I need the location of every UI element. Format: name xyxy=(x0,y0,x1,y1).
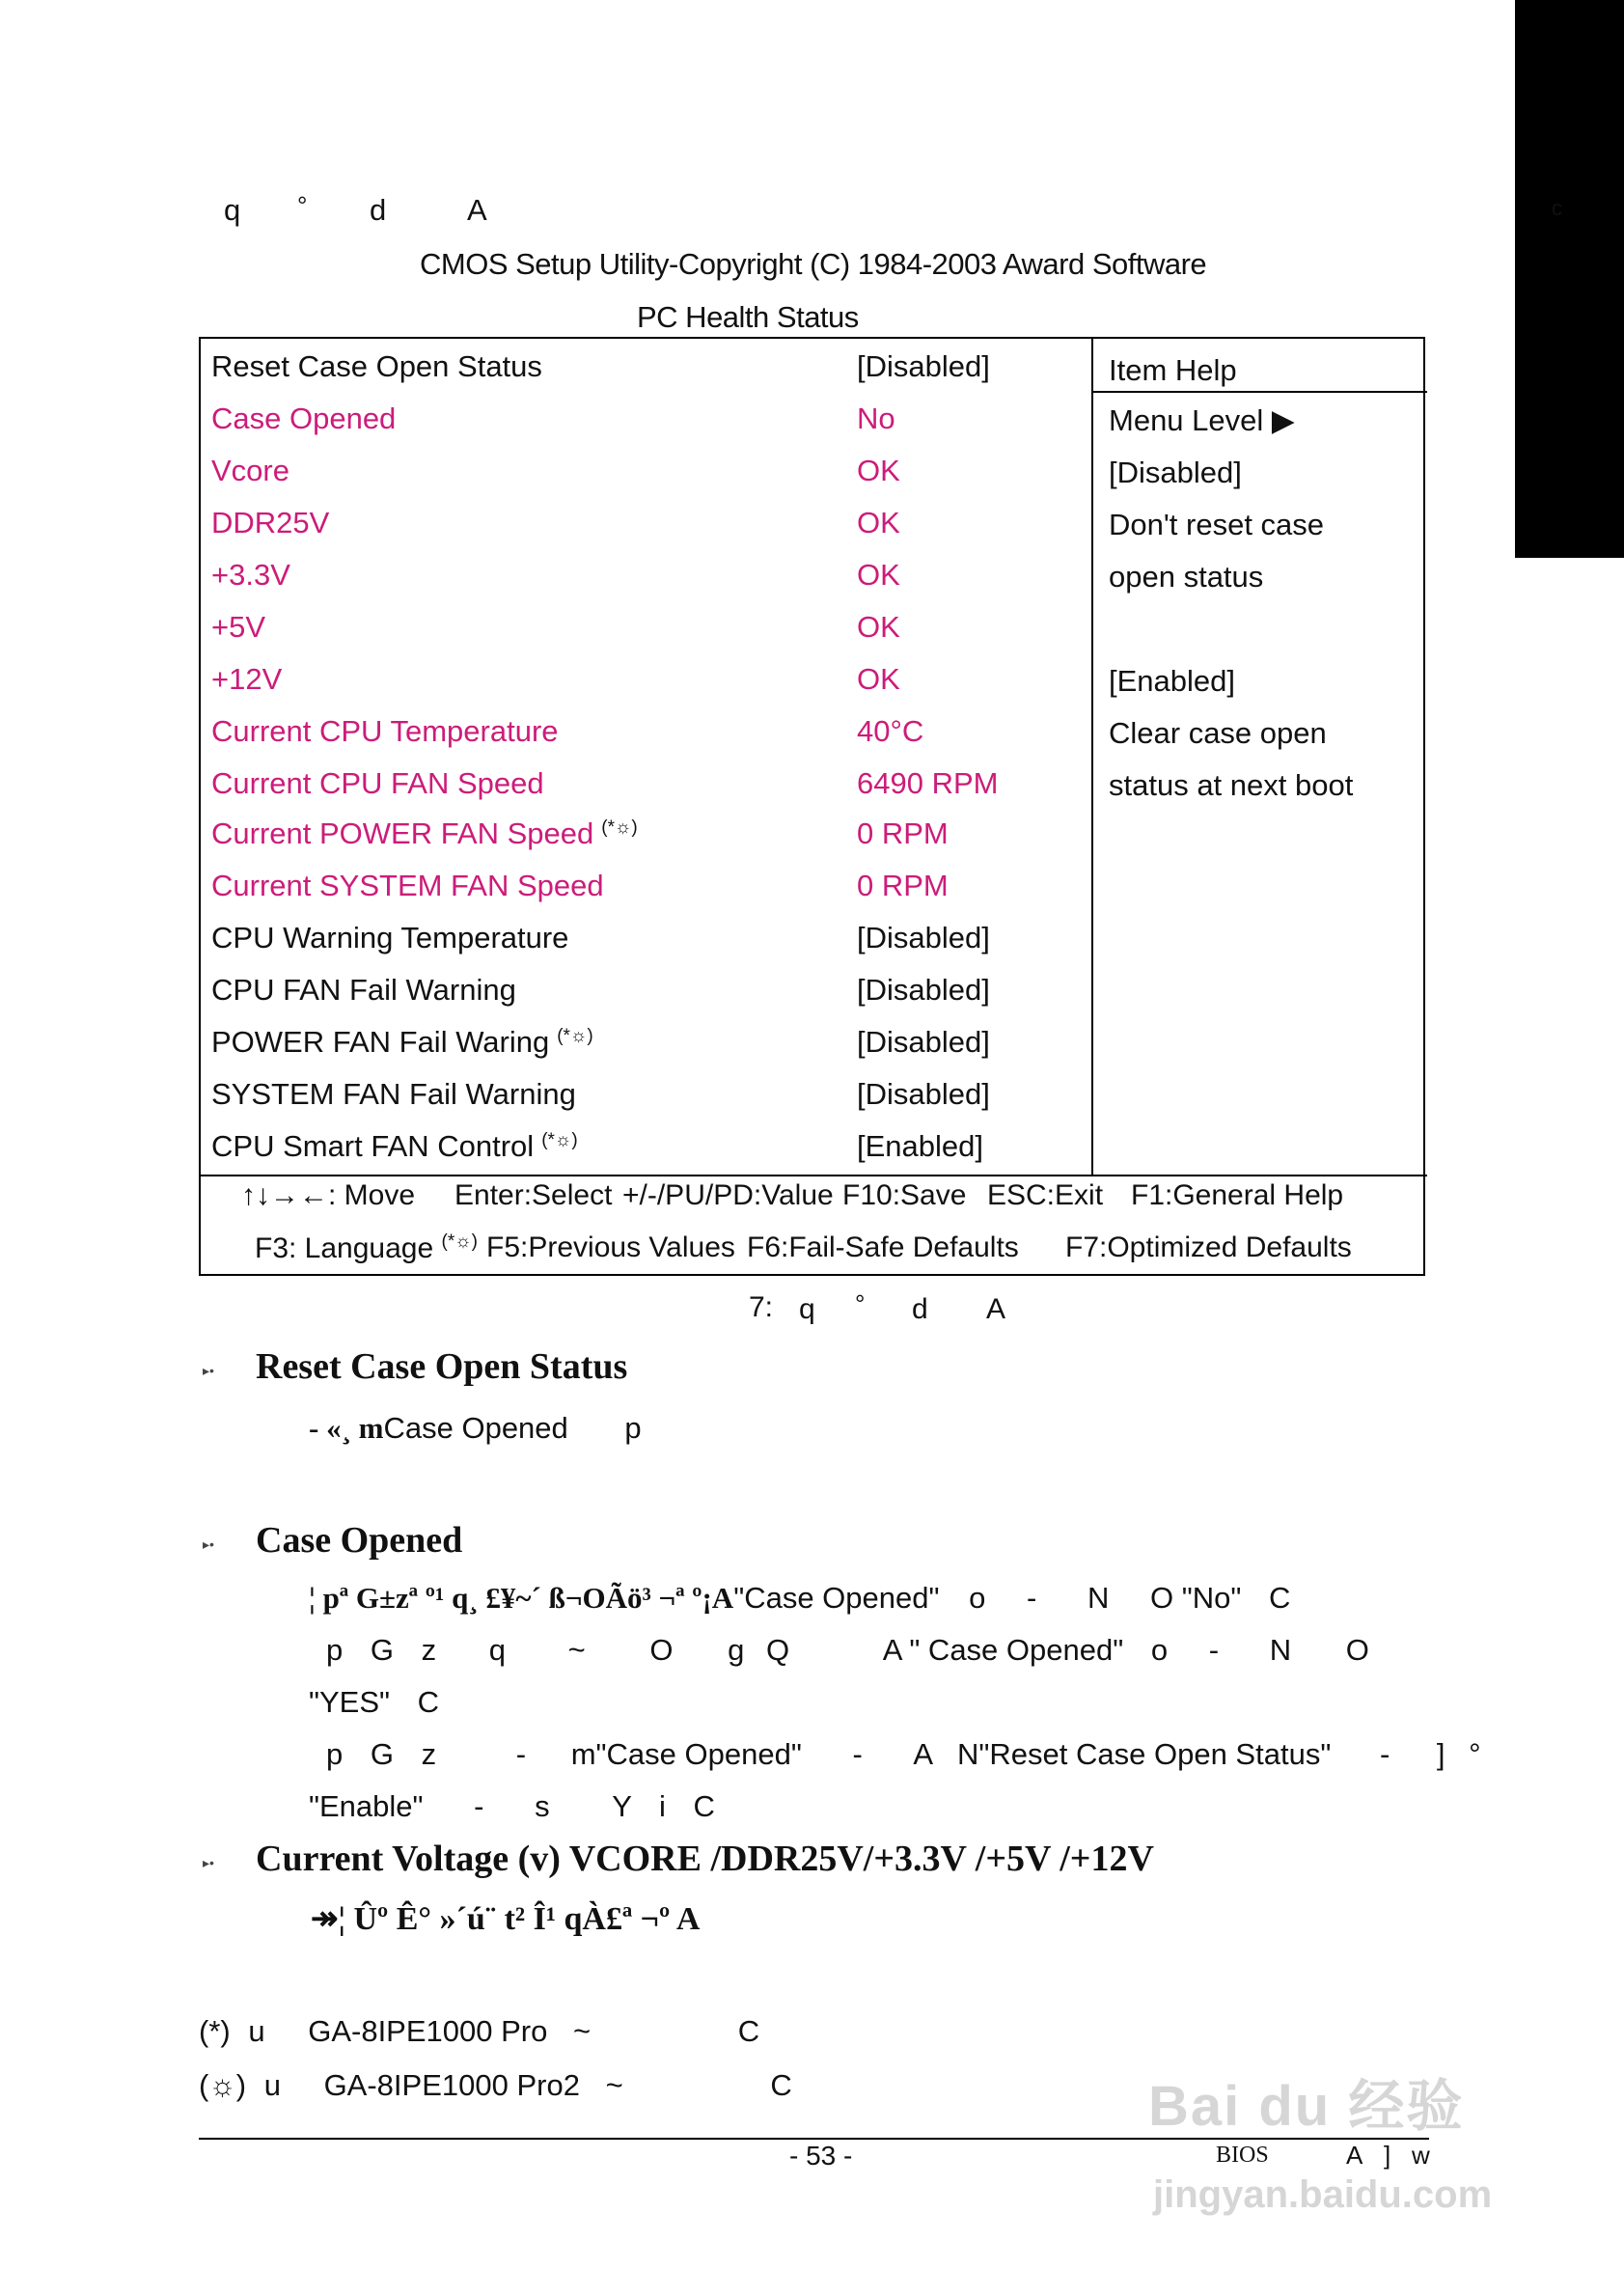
item-help-title: Item Help xyxy=(1109,353,1237,387)
help-title-divider xyxy=(1091,391,1427,393)
setting-value: 6490 RPM xyxy=(857,766,999,800)
key-move: ↑↓→←: Move xyxy=(241,1179,416,1211)
case-opened-line-1: ¦ pª G±zª º¹ q¸ £¥~´ ß¬OÃö³ ¬ª º¡A"Case Opened" o - N O "No" C xyxy=(309,1581,1291,1615)
item-help-line: open status xyxy=(1109,560,1264,594)
header-char-2: ° xyxy=(297,191,307,220)
setting-label[interactable]: SYSTEM FAN Fail Warning xyxy=(211,1077,576,1111)
side-tab-label: c xyxy=(1552,196,1562,220)
voltage-desc: ↠¦ Ûº Ê° »´ú¨ t² Î¹ qÀ£ª ¬º A xyxy=(311,1901,701,1937)
item-help-line: [Enabled] xyxy=(1109,664,1235,698)
item-help-line: status at next boot xyxy=(1109,768,1354,802)
key-value: +/-/PU/PD:Value xyxy=(622,1179,834,1211)
setting-label[interactable]: Case Opened xyxy=(211,401,397,435)
heading-voltage: Current Voltage (v) VCORE /DDR25V/+3.3V /+5V /+12V xyxy=(256,1839,1154,1879)
key-save: F10:Save xyxy=(842,1179,967,1211)
case-opened-line-4: p G z - m"Case Opened" - A N"Reset Case Open Status" - ] ° xyxy=(326,1737,1481,1771)
key-optimized: F7:Optimized Defaults xyxy=(1065,1231,1352,1263)
setting-label[interactable]: Current CPU Temperature xyxy=(211,714,559,748)
setting-value[interactable]: [Disabled] xyxy=(857,1025,990,1059)
reset-case-desc: - «¸ mCase Opened p xyxy=(309,1411,642,1445)
footer-bios: BIOS xyxy=(1216,2143,1269,2168)
key-language: F3: Language (*☼) xyxy=(255,1231,478,1264)
setting-value[interactable]: [Disabled] xyxy=(857,921,990,954)
setting-label[interactable]: Vcore xyxy=(211,454,289,487)
watermark-logo: Bai du 经验 xyxy=(1148,2075,1465,2138)
setting-value: OK xyxy=(857,454,900,487)
setting-value[interactable]: [Enabled] xyxy=(857,1129,983,1163)
heading-reset-case: Reset Case Open Status xyxy=(256,1346,628,1387)
case-opened-line-3: "YES" C xyxy=(309,1685,440,1719)
setting-label[interactable]: CPU FAN Fail Warning xyxy=(211,973,516,1007)
setting-value[interactable]: [Disabled] xyxy=(857,973,990,1007)
page-number: - 53 - xyxy=(789,2141,853,2171)
bullet-icon: ▸• xyxy=(203,1536,214,1552)
key-exit: ESC:Exit xyxy=(987,1179,1104,1211)
caption-char-4: A xyxy=(986,1293,1006,1325)
item-help-line: Menu Level ▶ xyxy=(1109,403,1295,437)
setting-label[interactable]: +12V xyxy=(211,662,283,696)
item-help-line: [Disabled] xyxy=(1109,456,1242,489)
setting-value: No xyxy=(857,401,895,435)
setting-value[interactable]: [Disabled] xyxy=(857,1077,990,1111)
item-help-line: Don't reset case xyxy=(1109,508,1325,541)
setting-value: 40°C xyxy=(857,714,924,748)
help-divider xyxy=(1091,337,1093,1176)
setting-value: 0 RPM xyxy=(857,869,949,902)
setting-label[interactable]: CPU Warning Temperature xyxy=(211,921,569,954)
footer-char-1: A xyxy=(1346,2141,1363,2170)
setting-value: OK xyxy=(857,506,900,539)
note-1: (*) u GA-8IPE1000 Pro ~ C xyxy=(199,2014,760,2048)
setting-label[interactable]: Current POWER FAN Speed (*☼) xyxy=(211,816,638,850)
bios-title: CMOS Setup Utility-Copyright (C) 1984-2003 Award Software xyxy=(420,247,1207,281)
footer-char-3: w xyxy=(1412,2141,1430,2170)
header-char-1: q xyxy=(224,193,240,227)
footer-char-2: ] xyxy=(1384,2141,1391,2170)
caption-char-2: ° xyxy=(855,1289,866,1318)
key-fail-safe: F6:Fail-Safe Defaults xyxy=(747,1231,1019,1263)
setting-label[interactable]: +5V xyxy=(211,610,266,644)
key-previous-values: F5:Previous Values xyxy=(486,1231,735,1263)
side-tab xyxy=(1515,0,1624,558)
heading-case-opened: Case Opened xyxy=(256,1520,463,1561)
caption-num: 7: xyxy=(749,1291,774,1323)
caption-char-3: d xyxy=(912,1293,928,1325)
setting-label[interactable]: POWER FAN Fail Waring (*☼) xyxy=(211,1025,593,1059)
bullet-icon: ▸• xyxy=(203,1855,214,1870)
setting-label[interactable]: Reset Case Open Status xyxy=(211,349,542,383)
key-select: Enter:Select xyxy=(454,1179,613,1211)
caption-char-1: q xyxy=(799,1293,815,1325)
setting-label[interactable]: Current CPU FAN Speed xyxy=(211,766,544,800)
setting-value: OK xyxy=(857,662,900,696)
setting-value[interactable]: [Disabled] xyxy=(857,349,990,383)
footer-divider xyxy=(199,1175,1427,1176)
note-2: (☼) u GA-8IPE1000 Pro2 ~ C xyxy=(199,2068,792,2102)
setting-label[interactable]: CPU Smart FAN Control (*☼) xyxy=(211,1129,578,1163)
key-general-help: F1:General Help xyxy=(1131,1179,1344,1211)
bios-subtitle: PC Health Status xyxy=(637,300,859,334)
setting-value: OK xyxy=(857,558,900,592)
item-help-line: Clear case open xyxy=(1109,716,1327,750)
setting-label[interactable]: +3.3V xyxy=(211,558,290,592)
setting-value: 0 RPM xyxy=(857,816,949,850)
header-char-4: A xyxy=(467,193,487,227)
case-opened-line-5: "Enable" - s Y i C xyxy=(309,1789,715,1823)
header-char-3: d xyxy=(370,193,386,227)
setting-label[interactable]: Current SYSTEM FAN Speed xyxy=(211,869,604,902)
bullet-icon: ▸• xyxy=(203,1363,214,1378)
setting-value: OK xyxy=(857,610,900,644)
watermark-url: jingyan.baidu.com xyxy=(1153,2173,1493,2216)
case-opened-line-2: p G z q ~ O g Q A " Case Opened" o - N O xyxy=(326,1633,1369,1667)
setting-label[interactable]: DDR25V xyxy=(211,506,330,539)
